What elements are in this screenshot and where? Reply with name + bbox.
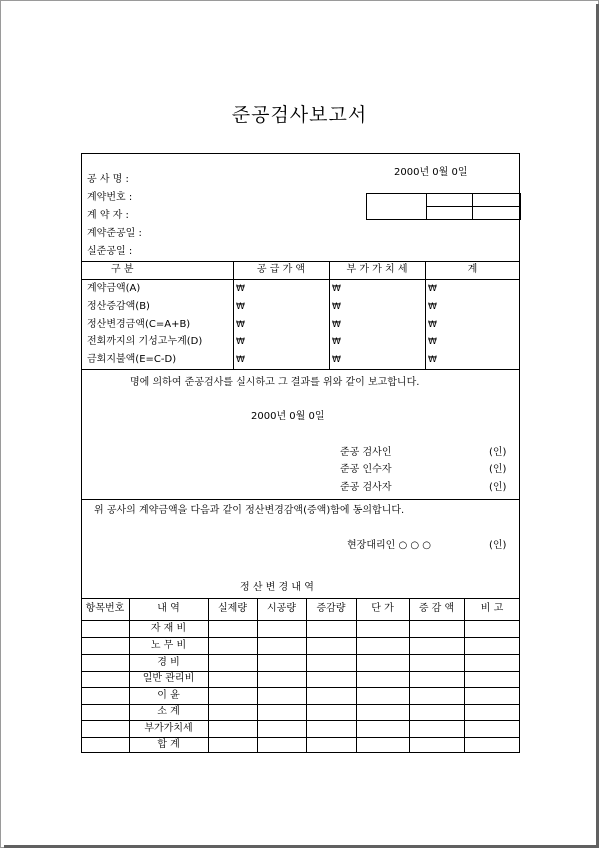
report-statement: 명에 의하여 준공검사를 실시하고 그 결과를 위와 같이 보고합니다. bbox=[130, 377, 420, 388]
header-date: 2000년 0월 0일 bbox=[394, 167, 468, 178]
won-sign: ₩ bbox=[236, 337, 245, 347]
detail-row-label: 경 비 bbox=[157, 657, 180, 668]
won-sign: ₩ bbox=[332, 302, 341, 312]
rule bbox=[425, 261, 426, 369]
col-header-total: 계 bbox=[467, 264, 478, 275]
detail-row-label: 부가가치세 bbox=[144, 723, 193, 734]
rule bbox=[409, 598, 410, 753]
col-header-vat: 부 가 가 치 세 bbox=[346, 264, 408, 275]
detail-row-label: 일반 관리비 bbox=[142, 673, 195, 684]
won-sign: ₩ bbox=[236, 355, 245, 365]
won-sign: ₩ bbox=[332, 320, 341, 330]
won-sign: ₩ bbox=[236, 302, 245, 312]
won-sign: ₩ bbox=[236, 320, 245, 330]
detail-col-executed: 시공량 bbox=[267, 603, 296, 614]
detail-row-label: 소 계 bbox=[157, 706, 180, 717]
rule bbox=[81, 687, 520, 688]
won-sign: ₩ bbox=[332, 355, 341, 365]
row-label: 계약금액(A) bbox=[87, 283, 141, 294]
rule bbox=[257, 598, 258, 753]
rule bbox=[329, 261, 330, 369]
col-header-category: 구 분 bbox=[111, 264, 134, 275]
detail-table-title: 정 산 변 경 내 역 bbox=[240, 582, 314, 593]
site-agent: 현장대리인 ○ ○ ○ bbox=[347, 540, 432, 551]
row-label: 전회까지의 기성고누계(D) bbox=[87, 336, 203, 347]
signer-role: 준공 인수자 bbox=[340, 464, 392, 475]
field-project-name: 공 사 명 : bbox=[87, 174, 129, 185]
signer-role: 준공 검사인 bbox=[340, 447, 392, 458]
site-agent-seal: (인) bbox=[489, 540, 507, 551]
rule bbox=[81, 620, 520, 621]
won-sign: ₩ bbox=[236, 284, 245, 294]
detail-col-change-amount: 증 감 액 bbox=[418, 603, 455, 614]
won-sign: ₩ bbox=[428, 337, 437, 347]
rule bbox=[81, 704, 520, 705]
detail-col-item-no: 항목번호 bbox=[85, 603, 125, 614]
report-date: 2000년 0월 0일 bbox=[251, 411, 325, 422]
rule bbox=[81, 737, 520, 738]
document-title: 준공검사보고서 bbox=[231, 104, 368, 126]
field-contractor: 계 약 자 : bbox=[87, 210, 129, 221]
field-actual-completion: 실준공일 : bbox=[87, 246, 133, 257]
won-sign: ₩ bbox=[428, 355, 437, 365]
signer-seal: (인) bbox=[489, 447, 507, 458]
rule bbox=[81, 261, 520, 262]
signer-role: 준공 검사자 bbox=[340, 482, 392, 493]
field-contract-completion: 계약준공일 : bbox=[87, 228, 142, 239]
rule bbox=[81, 720, 520, 721]
rule bbox=[81, 369, 520, 370]
row-label: 정산변경금액(C=A+B) bbox=[87, 319, 191, 330]
agreement-statement: 위 공사의 계약금액을 다음과 같이 정산변경감액(증액)함에 동의합니다. bbox=[94, 505, 405, 516]
rule bbox=[81, 279, 520, 280]
detail-row-label: 합 계 bbox=[157, 739, 180, 750]
col-header-supply: 공 급 가 액 bbox=[256, 264, 306, 275]
won-sign: ₩ bbox=[428, 284, 437, 294]
rule bbox=[81, 637, 520, 638]
detail-row-label: 자 재 비 bbox=[150, 623, 187, 634]
row-label: 금회지불액(E=C-D) bbox=[87, 354, 177, 365]
detail-col-description: 내 역 bbox=[157, 603, 180, 614]
rule bbox=[81, 671, 520, 672]
won-sign: ₩ bbox=[332, 284, 341, 294]
signer-seal: (인) bbox=[489, 482, 507, 493]
approval-box-hline bbox=[426, 206, 520, 207]
rule bbox=[233, 261, 234, 369]
rule bbox=[81, 598, 520, 599]
rule bbox=[306, 598, 307, 753]
rule bbox=[81, 654, 520, 655]
detail-col-change-qty: 증감량 bbox=[316, 603, 346, 614]
detail-col-actual: 실제량 bbox=[218, 603, 247, 614]
rule bbox=[81, 499, 520, 500]
rule bbox=[464, 598, 465, 753]
signer-seal: (인) bbox=[489, 464, 507, 475]
detail-col-remarks: 비 고 bbox=[480, 603, 504, 614]
detail-row-label: 이 윤 bbox=[157, 690, 180, 701]
rule bbox=[356, 598, 357, 753]
row-label: 정산증감액(B) bbox=[87, 301, 150, 312]
detail-row-label: 노 무 비 bbox=[150, 640, 187, 651]
detail-col-unit-price: 단 가 bbox=[371, 603, 394, 614]
won-sign: ₩ bbox=[428, 302, 437, 312]
field-contract-number: 계약번호 : bbox=[87, 192, 133, 203]
won-sign: ₩ bbox=[428, 320, 437, 330]
won-sign: ₩ bbox=[332, 337, 341, 347]
rule bbox=[208, 598, 209, 753]
